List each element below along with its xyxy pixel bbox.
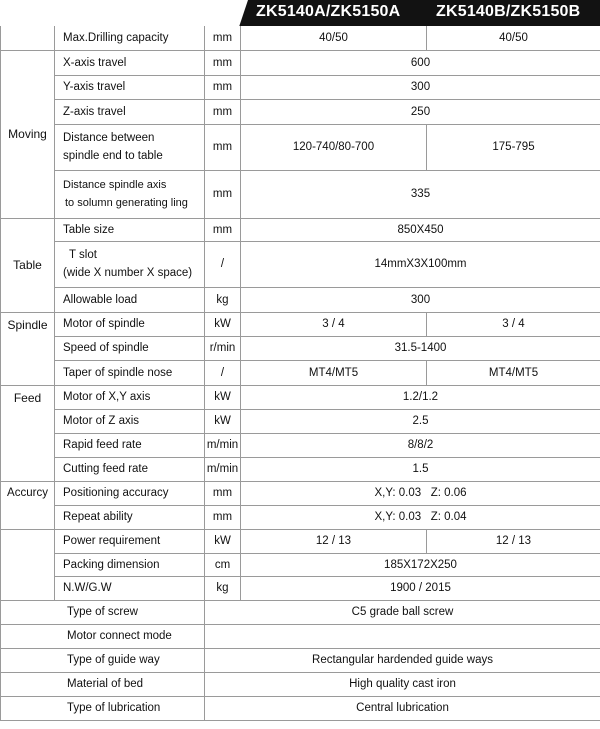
value-shared: 300: [241, 287, 600, 312]
header-blank-area: [0, 0, 248, 26]
unit-cell: mm: [205, 75, 241, 99]
unit-cell: mm: [205, 99, 241, 124]
param-label: Motor of spindle: [55, 312, 205, 336]
table-row: [1, 457, 600, 481]
value-b: 175-795: [427, 124, 600, 170]
param-label: Y-axis travel: [55, 75, 205, 99]
value-a: MT4/MT5: [241, 360, 427, 385]
unit-cell: cm: [205, 553, 241, 576]
value-wide: Central lubrication: [205, 696, 600, 720]
value-shared: 14mmX3X100mm: [241, 241, 600, 287]
param-label-wide: Material of bed: [1, 672, 205, 696]
value-wide: [205, 624, 600, 648]
param-label-multiline: [55, 241, 205, 287]
unit-cell: mm: [205, 50, 241, 75]
value-shared: 300: [241, 75, 600, 99]
param-label: X-axis travel: [55, 50, 205, 75]
param-line-1: Distance spindle axis: [63, 179, 167, 191]
param-label: Motor of Z axis: [55, 409, 205, 433]
unit-cell: mm: [205, 505, 241, 529]
param-label-wide: Motor connect mode: [1, 624, 205, 648]
unit-cell: mm: [205, 124, 241, 170]
value-shared: 2.5: [241, 409, 600, 433]
model-a-title: ZK5140A/ZK5150A: [256, 3, 401, 20]
value-shared: X,Y: 0.03 Z: 0.06: [241, 481, 600, 505]
value-shared: 600: [241, 50, 600, 75]
value-shared: 250: [241, 99, 600, 124]
group-spindle: Spindle: [1, 312, 55, 385]
param-label: N.W/G.W: [55, 576, 205, 600]
table-row: [1, 241, 600, 287]
value-wide: High quality cast iron: [205, 672, 600, 696]
param-line-1: T slot: [69, 249, 97, 261]
value-shared: 335: [241, 170, 600, 218]
spec-table: [0, 26, 600, 721]
value-wide: C5 grade ball screw: [205, 600, 600, 624]
param-label: Max.Drilling capacity: [55, 26, 205, 50]
unit-cell: mm: [205, 26, 241, 50]
value-b: 3 / 4: [427, 312, 600, 336]
table-row: [1, 336, 600, 360]
value-shared: 8/8/2: [241, 433, 600, 457]
group-accuracy: Accurcy: [1, 481, 55, 529]
table-row: [1, 648, 600, 672]
group-cell: [1, 529, 55, 600]
param-label: Taper of spindle nose: [55, 360, 205, 385]
unit-cell: kW: [205, 409, 241, 433]
spec-header: [0, 0, 600, 26]
unit-cell: kW: [205, 385, 241, 409]
table-row: [1, 553, 600, 576]
unit-cell: mm: [205, 170, 241, 218]
unit-cell: /: [205, 241, 241, 287]
value-shared: X,Y: 0.03 Z: 0.04: [241, 505, 600, 529]
param-label: Rapid feed rate: [55, 433, 205, 457]
param-label: Packing dimension: [55, 553, 205, 576]
unit-cell: kW: [205, 312, 241, 336]
unit-cell: r/min: [205, 336, 241, 360]
model-b-title: ZK5140B/ZK5150B: [436, 3, 581, 20]
param-line-1: Distance between: [63, 132, 155, 144]
table-row: [1, 287, 600, 312]
param-line-2: to solumn generating ling: [65, 197, 188, 209]
table-row: [1, 672, 600, 696]
param-label-multiline: [55, 124, 205, 170]
value-shared: 1.2/1.2: [241, 385, 600, 409]
value-a: 3 / 4: [241, 312, 427, 336]
table-row: [1, 170, 600, 218]
unit-cell: kg: [205, 576, 241, 600]
group-feed: Feed: [1, 385, 55, 481]
param-label: Speed of spindle: [55, 336, 205, 360]
table-row: [1, 99, 600, 124]
value-shared: 31.5-1400: [241, 336, 600, 360]
unit-cell: mm: [205, 218, 241, 241]
table-row: [1, 576, 600, 600]
unit-cell: mm: [205, 481, 241, 505]
param-label-multiline: [55, 170, 205, 218]
table-row: [1, 26, 600, 50]
value-a: 12 / 13: [241, 529, 427, 553]
table-row: [1, 385, 600, 409]
param-label-wide: Type of lubrication: [1, 696, 205, 720]
table-row: [1, 696, 600, 720]
value-b: 12 / 13: [427, 529, 600, 553]
group-moving: Moving: [1, 50, 55, 218]
table-row: [1, 481, 600, 505]
param-label-wide: Type of screw: [1, 600, 205, 624]
value-shared: 850X450: [241, 218, 600, 241]
table-row: [1, 218, 600, 241]
param-line-2: (wide X number X space): [63, 267, 193, 279]
table-row: [1, 505, 600, 529]
table-row: [1, 75, 600, 99]
param-label: Positioning accuracy: [55, 481, 205, 505]
unit-cell: m/min: [205, 433, 241, 457]
value-shared: 185X172X250: [241, 553, 600, 576]
value-a: 40/50: [241, 26, 427, 50]
param-label: Table size: [55, 218, 205, 241]
value-b: 40/50: [427, 26, 600, 50]
group-cell: [1, 26, 55, 50]
unit-cell: kg: [205, 287, 241, 312]
table-row: [1, 360, 600, 385]
value-shared: 1900 / 2015: [241, 576, 600, 600]
unit-cell: m/min: [205, 457, 241, 481]
table-row: [1, 312, 600, 336]
table-row: [1, 600, 600, 624]
unit-cell: kW: [205, 529, 241, 553]
value-shared: 1.5: [241, 457, 600, 481]
param-line-2: spindle end to table: [63, 150, 163, 162]
value-wide: Rectangular hardended guide ways: [205, 648, 600, 672]
table-row: [1, 433, 600, 457]
table-row: [1, 409, 600, 433]
param-label: Repeat ability: [55, 505, 205, 529]
table-row: [1, 529, 600, 553]
table-row: [1, 50, 600, 75]
param-label: Power requirement: [55, 529, 205, 553]
group-table: Table: [1, 218, 55, 312]
header-divider: /: [238, 3, 243, 20]
param-label: Z-axis travel: [55, 99, 205, 124]
unit-cell: /: [205, 360, 241, 385]
param-label-wide: Type of guide way: [1, 648, 205, 672]
param-label: Allowable load: [55, 287, 205, 312]
table-row: [1, 624, 600, 648]
value-a: 120-740/80-700: [241, 124, 427, 170]
param-label: Motor of X,Y axis: [55, 385, 205, 409]
table-row: [1, 124, 600, 170]
value-b: MT4/MT5: [427, 360, 600, 385]
param-label: Cutting feed rate: [55, 457, 205, 481]
